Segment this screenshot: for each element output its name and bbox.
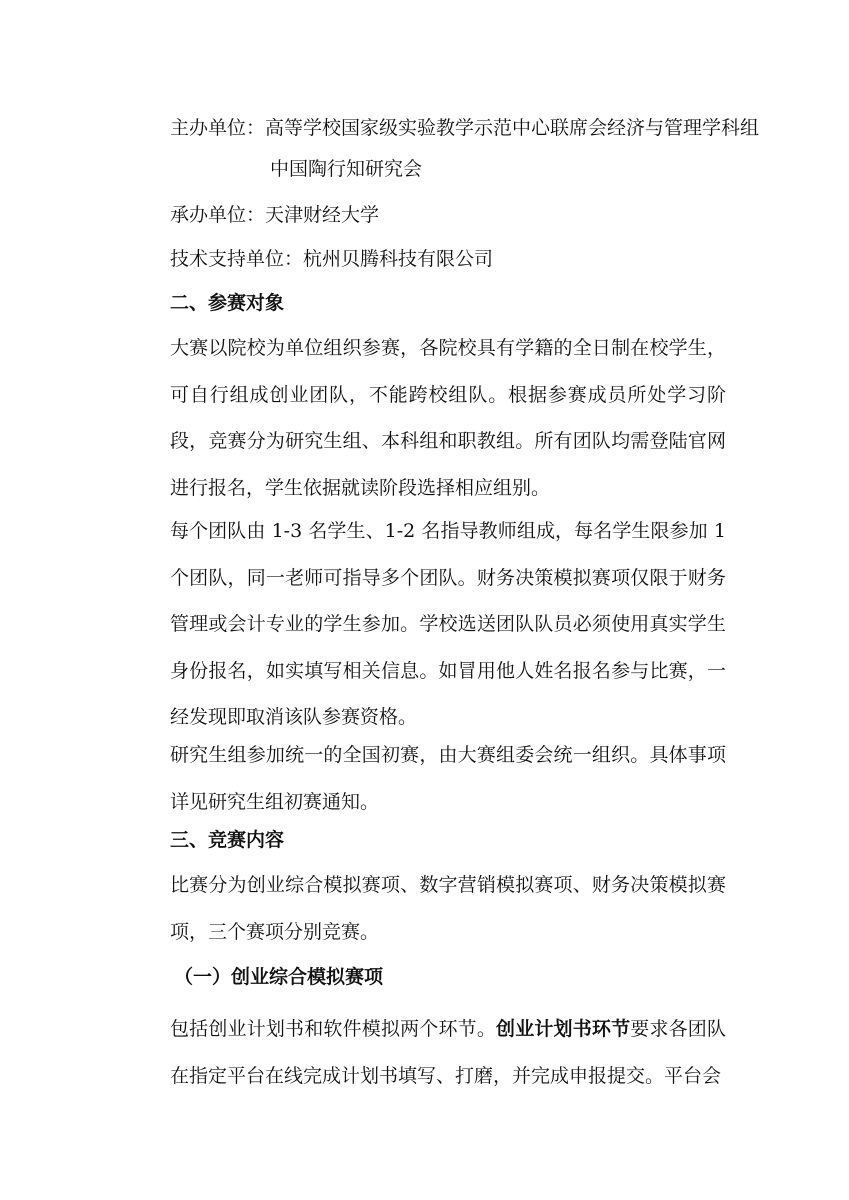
tech-support-label: 技术支持单位：: [170, 248, 304, 270]
subsection1-text-bold: 创业计划书环节: [496, 1018, 631, 1040]
subsection1-text-start: 包括创业计划书和软件模拟两个环节。: [170, 1018, 497, 1040]
section2-p2-text: 每个团队由 1-3 名学生、1-2 名指导教师组成，每名学生限参加 1 个团队，同一老师可指导多个团队。财务决策模拟赛项仅限于财务管理或会计专业的学生参加。学校选送团队队员必须使用真实学生身份报名，如实填写相关信息。如冒用他人姓名报名参与比赛，一经发现即取消该队参赛资格。: [170, 520, 726, 728]
subsection1-text: [170, 1006, 726, 1099]
subsection1-paragraph: [170, 1006, 726, 1099]
section2-paragraph-2: [170, 508, 726, 741]
tech-support-line: [170, 247, 493, 271]
subsection1-heading: （一）创业综合模拟赛项: [174, 966, 384, 988]
section2-paragraph-3: [170, 732, 726, 825]
undertaker-line: [170, 203, 379, 227]
section2-p3-text: 研究生组参加统一的全国初赛，由大赛组委会统一组织。具体事项详见研究生组初赛通知。: [170, 744, 726, 813]
tech-support-value: 杭州贝腾科技有限公司: [303, 248, 494, 270]
host-value-1: 高等学校国家级实验教学示范中心联席会经济与管理学科组: [265, 117, 760, 139]
section2-heading: 二、参赛对象: [170, 292, 285, 314]
undertaker-value: 天津财经大学: [265, 204, 380, 226]
section2-paragraph-1: [170, 325, 726, 511]
undertaker-label: 承办单位：: [170, 204, 266, 226]
section3-p1-text: 比赛分为创业综合模拟赛项、数字营销模拟赛项、财务决策模拟赛项，三个赛项分别竞赛。: [170, 874, 726, 943]
host-line-2: 中国陶行知研究会: [270, 158, 423, 180]
section3-paragraph-1: [170, 862, 726, 955]
subsection1-text-end: 要求各团队在指定平台在线完成计划书填写、打磨，并完成申报提交。平台会: [170, 1018, 726, 1087]
host-line-1: [170, 116, 759, 140]
section3-heading: 三、竞赛内容: [170, 829, 285, 851]
host-label: 主办单位：: [170, 117, 266, 139]
section2-p1-text: 大赛以院校为单位组织参赛，各院校具有学籍的全日制在校学生，可自行组成创业团队，不能跨校组队。根据参赛成员所处学习阶段，竞赛分为研究生组、本科组和职教组。所有团队均需登陆官网进行报名，学生依据就读阶段选择相应组别。: [170, 337, 726, 499]
